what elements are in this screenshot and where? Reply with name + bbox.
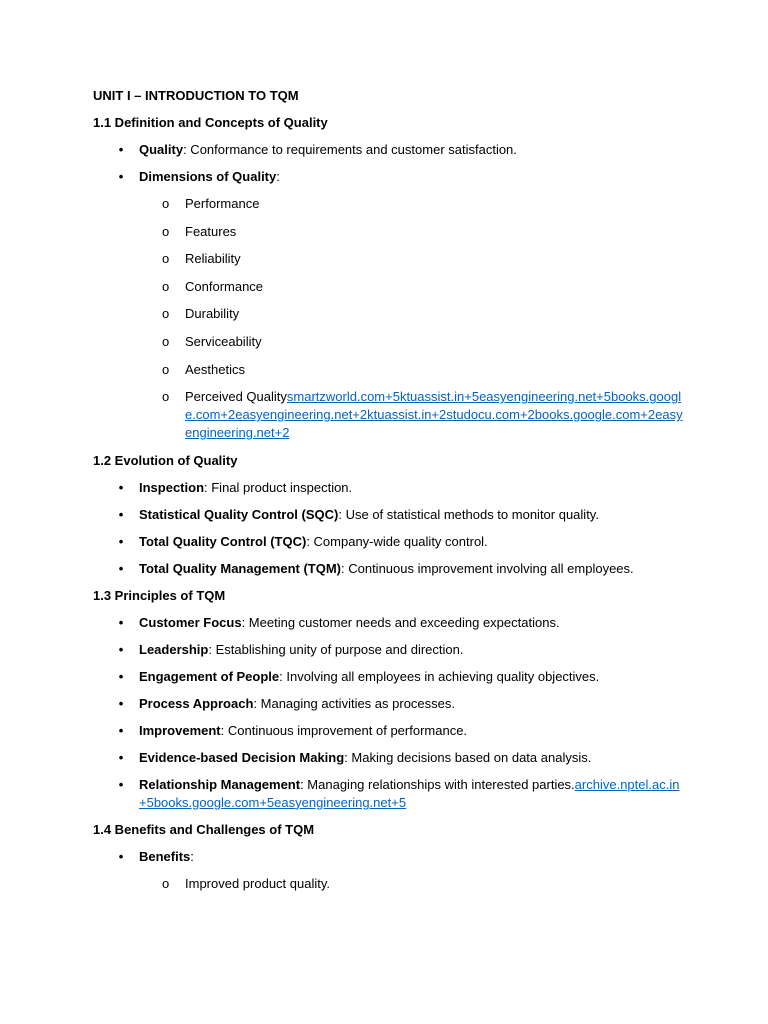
list-item (93, 614, 683, 632)
sub-list-item (139, 223, 683, 241)
bullet-marker: • (118, 641, 124, 657)
bullet-marker: • (118, 479, 124, 495)
item-term: Leadership (139, 641, 209, 657)
sub-list-item (139, 195, 683, 213)
section-heading: 1.1 Definition and Concepts of Quality (93, 115, 328, 130)
section-principles (93, 587, 683, 812)
item-text: : Involving all employees in achieving quality objectives. (279, 668, 600, 684)
list-item (93, 695, 683, 713)
list-item (93, 506, 683, 524)
item-term: Dimensions of Quality (139, 169, 277, 184)
sub-item-text: Features (185, 223, 237, 239)
list-item (93, 533, 683, 551)
item-text: : Final product inspection. (204, 479, 353, 495)
bullet-marker: • (118, 848, 124, 864)
sub-marker: o (162, 251, 170, 267)
item-term: Evidence-based Decision Making (139, 749, 345, 765)
sub-marker: o (162, 196, 170, 211)
sub-marker: o (162, 306, 170, 322)
item-text: : (276, 169, 280, 184)
list-item (93, 479, 683, 497)
sub-list-item (139, 250, 683, 268)
list-item (93, 749, 683, 767)
item-term: Statistical Quality Control (SQC) (139, 506, 339, 522)
bullet-marker: • (118, 668, 124, 684)
bullet-marker: • (118, 695, 124, 711)
source-link[interactable]: smartzworld.com+5ktuassist.in+5easyengineering.net+5books.google.com+2easyengineering.net+2ktuassist.in+2studocu.com+2books.google.com+2easyengineering.net+2 (185, 389, 683, 441)
list-item (93, 848, 683, 893)
section-evolution (93, 452, 683, 578)
item-text: : (190, 848, 194, 864)
bullet-marker: • (118, 776, 124, 792)
list-item (93, 560, 683, 578)
item-term: Inspection (139, 479, 205, 495)
list-item (93, 776, 683, 812)
section-heading: 1.3 Principles of TQM (93, 587, 226, 603)
sub-list (139, 195, 683, 442)
item-text: : Company-wide quality control. (306, 533, 488, 549)
sub-item-text: Aesthetics (185, 361, 245, 377)
sub-list-item (139, 305, 683, 323)
item-text: : Continuous improvement involving all employees. (341, 560, 634, 576)
item-text: : Managing activities as processes. (253, 695, 456, 711)
bullet-marker: • (118, 533, 124, 549)
section-heading: 1.4 Benefits and Challenges of TQM (93, 821, 315, 837)
list-item (93, 722, 683, 740)
item-term: Relationship Management (139, 776, 301, 792)
item-term: Benefits (139, 848, 191, 864)
sub-marker: o (162, 389, 170, 405)
sub-item-text: Perceived Quality (185, 389, 287, 405)
bullet-marker: • (118, 169, 124, 184)
bullet-marker: • (118, 506, 124, 522)
sub-item-text: Performance (185, 196, 260, 211)
bullet-list (93, 141, 683, 442)
item-term: Customer Focus (139, 614, 242, 630)
bullet-marker: • (118, 614, 124, 630)
list-item (93, 641, 683, 659)
item-term: Total Quality Management (TQM) (139, 560, 341, 576)
item-term: Process Approach (139, 695, 254, 711)
item-text: : Managing relationships with interested parties. (300, 776, 575, 792)
item-text: : Meeting customer needs and exceeding expectations. (241, 614, 560, 630)
sub-marker: o (162, 278, 170, 294)
bullet-marker: • (118, 749, 124, 765)
sub-item-text: Conformance (185, 278, 264, 294)
item-text: : Establishing unity of purpose and direction. (208, 641, 464, 657)
item-text: : Use of statistical methods to monitor quality. (338, 506, 599, 522)
sub-item-text: Improved product quality. (185, 875, 330, 891)
bullet-list (93, 479, 683, 578)
bullet-marker: • (118, 722, 124, 738)
sub-list-item (139, 333, 683, 351)
sub-item-text: Durability (185, 306, 240, 322)
sub-list-item (139, 875, 683, 893)
sub-list-item (139, 388, 683, 442)
item-term: Improvement (139, 722, 221, 738)
section-benefits (93, 821, 683, 893)
bullet-marker: • (118, 142, 124, 157)
list-item (93, 141, 683, 159)
sub-list (139, 875, 683, 893)
list-item (93, 668, 683, 686)
unit-title: UNIT I – INTRODUCTION TO TQM (93, 88, 299, 103)
sub-marker: o (162, 333, 170, 349)
bullet-list (93, 614, 683, 812)
sub-marker: o (162, 875, 170, 891)
item-term: Total Quality Control (TQC) (139, 533, 307, 549)
sub-item-text: Serviceability (185, 333, 262, 349)
sub-list-item (139, 278, 683, 296)
section-heading: 1.2 Evolution of Quality (93, 452, 238, 468)
section-definition (93, 114, 683, 442)
item-term: Engagement of People (139, 668, 280, 684)
sub-list-item (139, 361, 683, 379)
sub-marker: o (162, 223, 170, 239)
sub-item-text: Reliability (185, 251, 241, 267)
list-item (93, 168, 683, 442)
sub-marker: o (162, 361, 170, 377)
item-text: : Conformance to requirements and customer satisfaction. (183, 142, 517, 157)
bullet-list (93, 848, 683, 893)
source-link[interactable]: archive.nptel.ac.in+5books.google.com+5easyengineering.net+5 (139, 776, 680, 810)
item-text: : Continuous improvement of performance. (220, 722, 468, 738)
item-text: : Making decisions based on data analysis. (344, 749, 592, 765)
bullet-marker: • (118, 560, 124, 576)
document-page (93, 87, 683, 902)
item-term: Quality (139, 142, 184, 157)
